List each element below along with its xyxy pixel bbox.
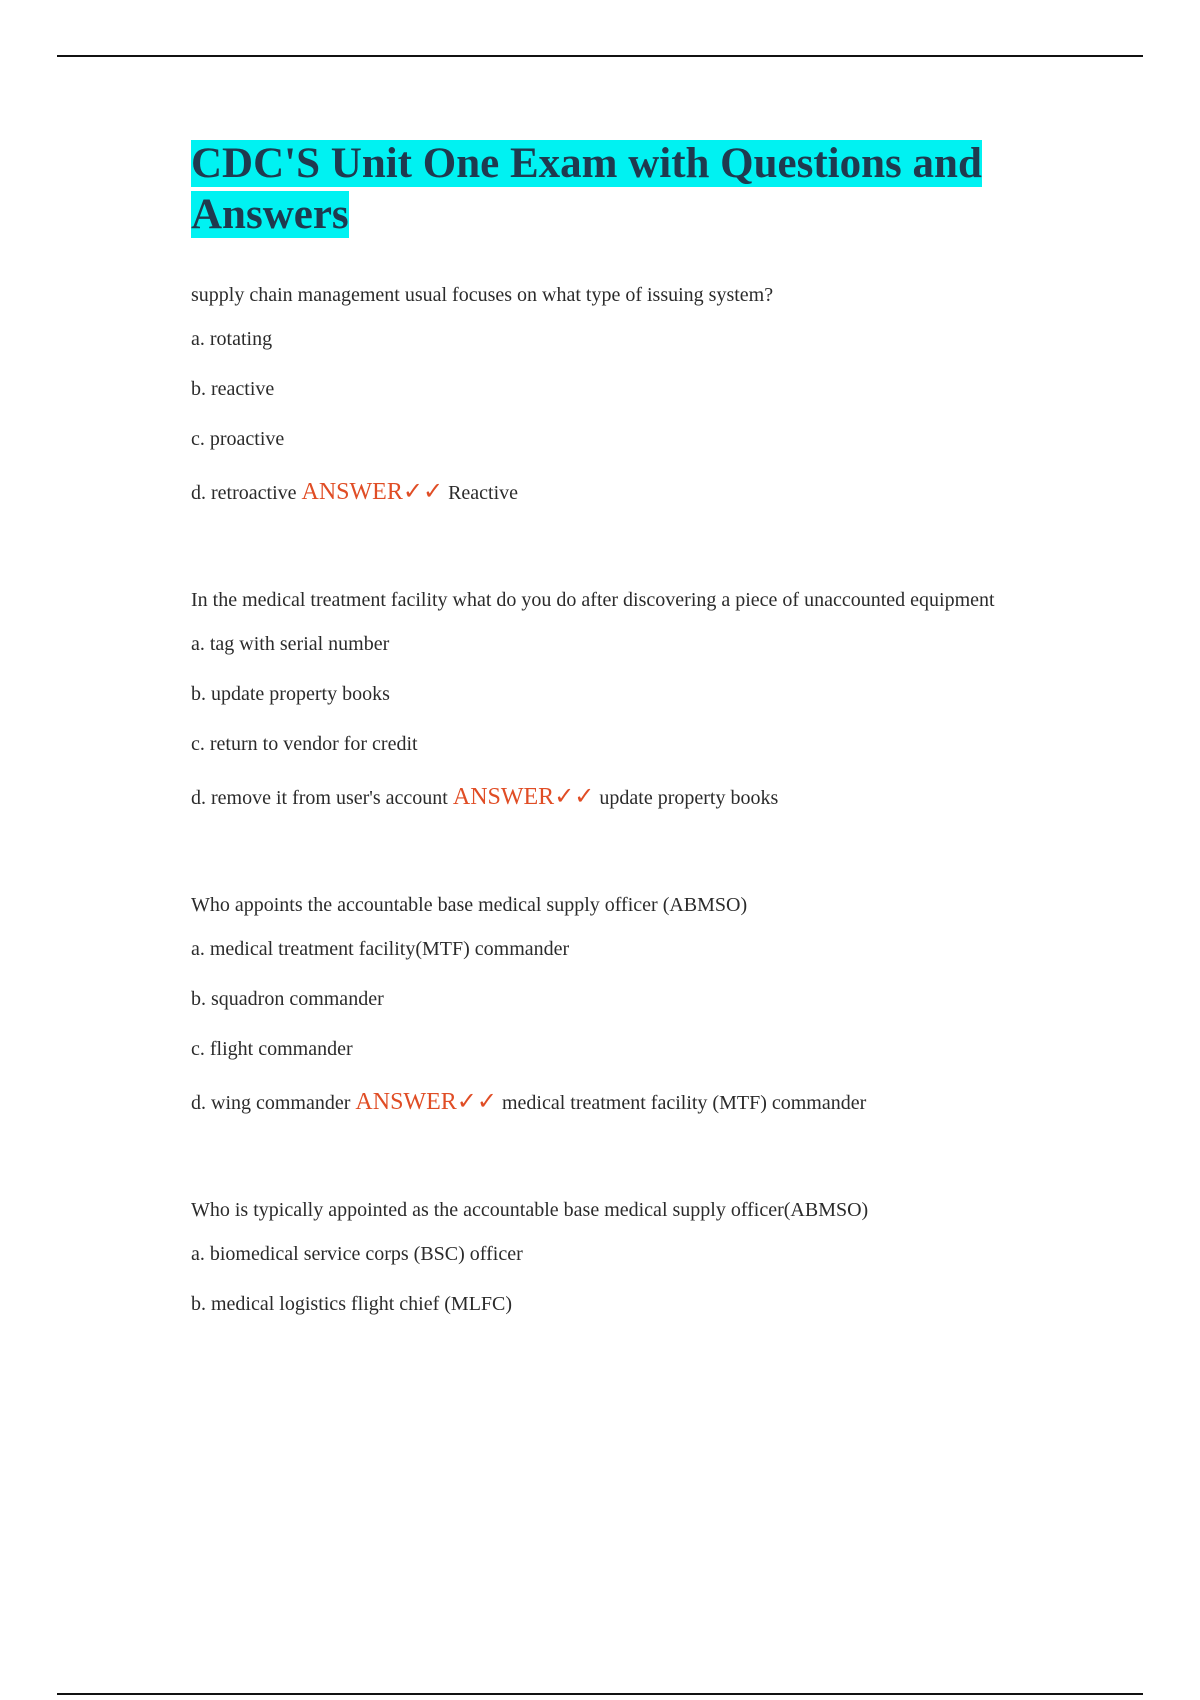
question-block	[191, 886, 1071, 1118]
option-a: a. medical treatment facility(MTF) commander	[191, 938, 570, 960]
top-rule	[57, 55, 1143, 57]
answer-text: Reactive	[448, 482, 519, 504]
option-d: d. remove it from user's account	[191, 787, 448, 809]
option-b: b. update property books	[191, 683, 390, 705]
option-c: c. return to vendor for credit	[191, 733, 418, 755]
option-c: c. flight commander	[191, 1038, 353, 1060]
option-b: b. squadron commander	[191, 988, 384, 1010]
answer-text: update property books	[599, 787, 779, 809]
option-a: a. biomedical service corps (BSC) officer	[191, 1243, 523, 1265]
question-text: In the medical treatment facility what do you do after discovering a piece of unaccounted equipment	[191, 589, 995, 611]
option-a: a. rotating	[191, 328, 273, 350]
option-b: b. reactive	[191, 378, 275, 400]
option-d-with-answer	[191, 782, 1071, 813]
document-title	[191, 138, 1071, 240]
answer-text: medical treatment facility (MTF) commander	[501, 1092, 867, 1114]
question-block	[191, 1191, 1071, 1317]
question-text: supply chain management usual focuses on what type of issuing system?	[191, 284, 774, 306]
option-d: d. retroactive	[191, 482, 297, 504]
question-block	[191, 581, 1071, 813]
option-b: b. medical logistics flight chief (MLFC)	[191, 1293, 513, 1315]
answer-marker: ANSWER✓✓	[301, 479, 444, 505]
question-block	[191, 276, 1071, 508]
bottom-rule	[57, 1693, 1143, 1695]
option-d-with-answer	[191, 1087, 1071, 1118]
document-title-text: CDC'S Unit One Exam with Questions and Answers	[191, 140, 982, 238]
document-body	[191, 138, 1071, 1342]
answer-marker: ANSWER✓✓	[355, 1089, 497, 1115]
answer-marker: ANSWER✓✓	[452, 784, 595, 810]
question-text: Who is typically appointed as the accountable base medical supply officer(ABMSO)	[191, 1199, 869, 1221]
option-a: a. tag with serial number	[191, 633, 390, 655]
option-d-with-answer	[191, 477, 1071, 508]
option-d: d. wing commander	[191, 1092, 351, 1114]
option-c: c. proactive	[191, 428, 285, 450]
question-text: Who appoints the accountable base medical supply officer (ABMSO)	[191, 894, 748, 916]
